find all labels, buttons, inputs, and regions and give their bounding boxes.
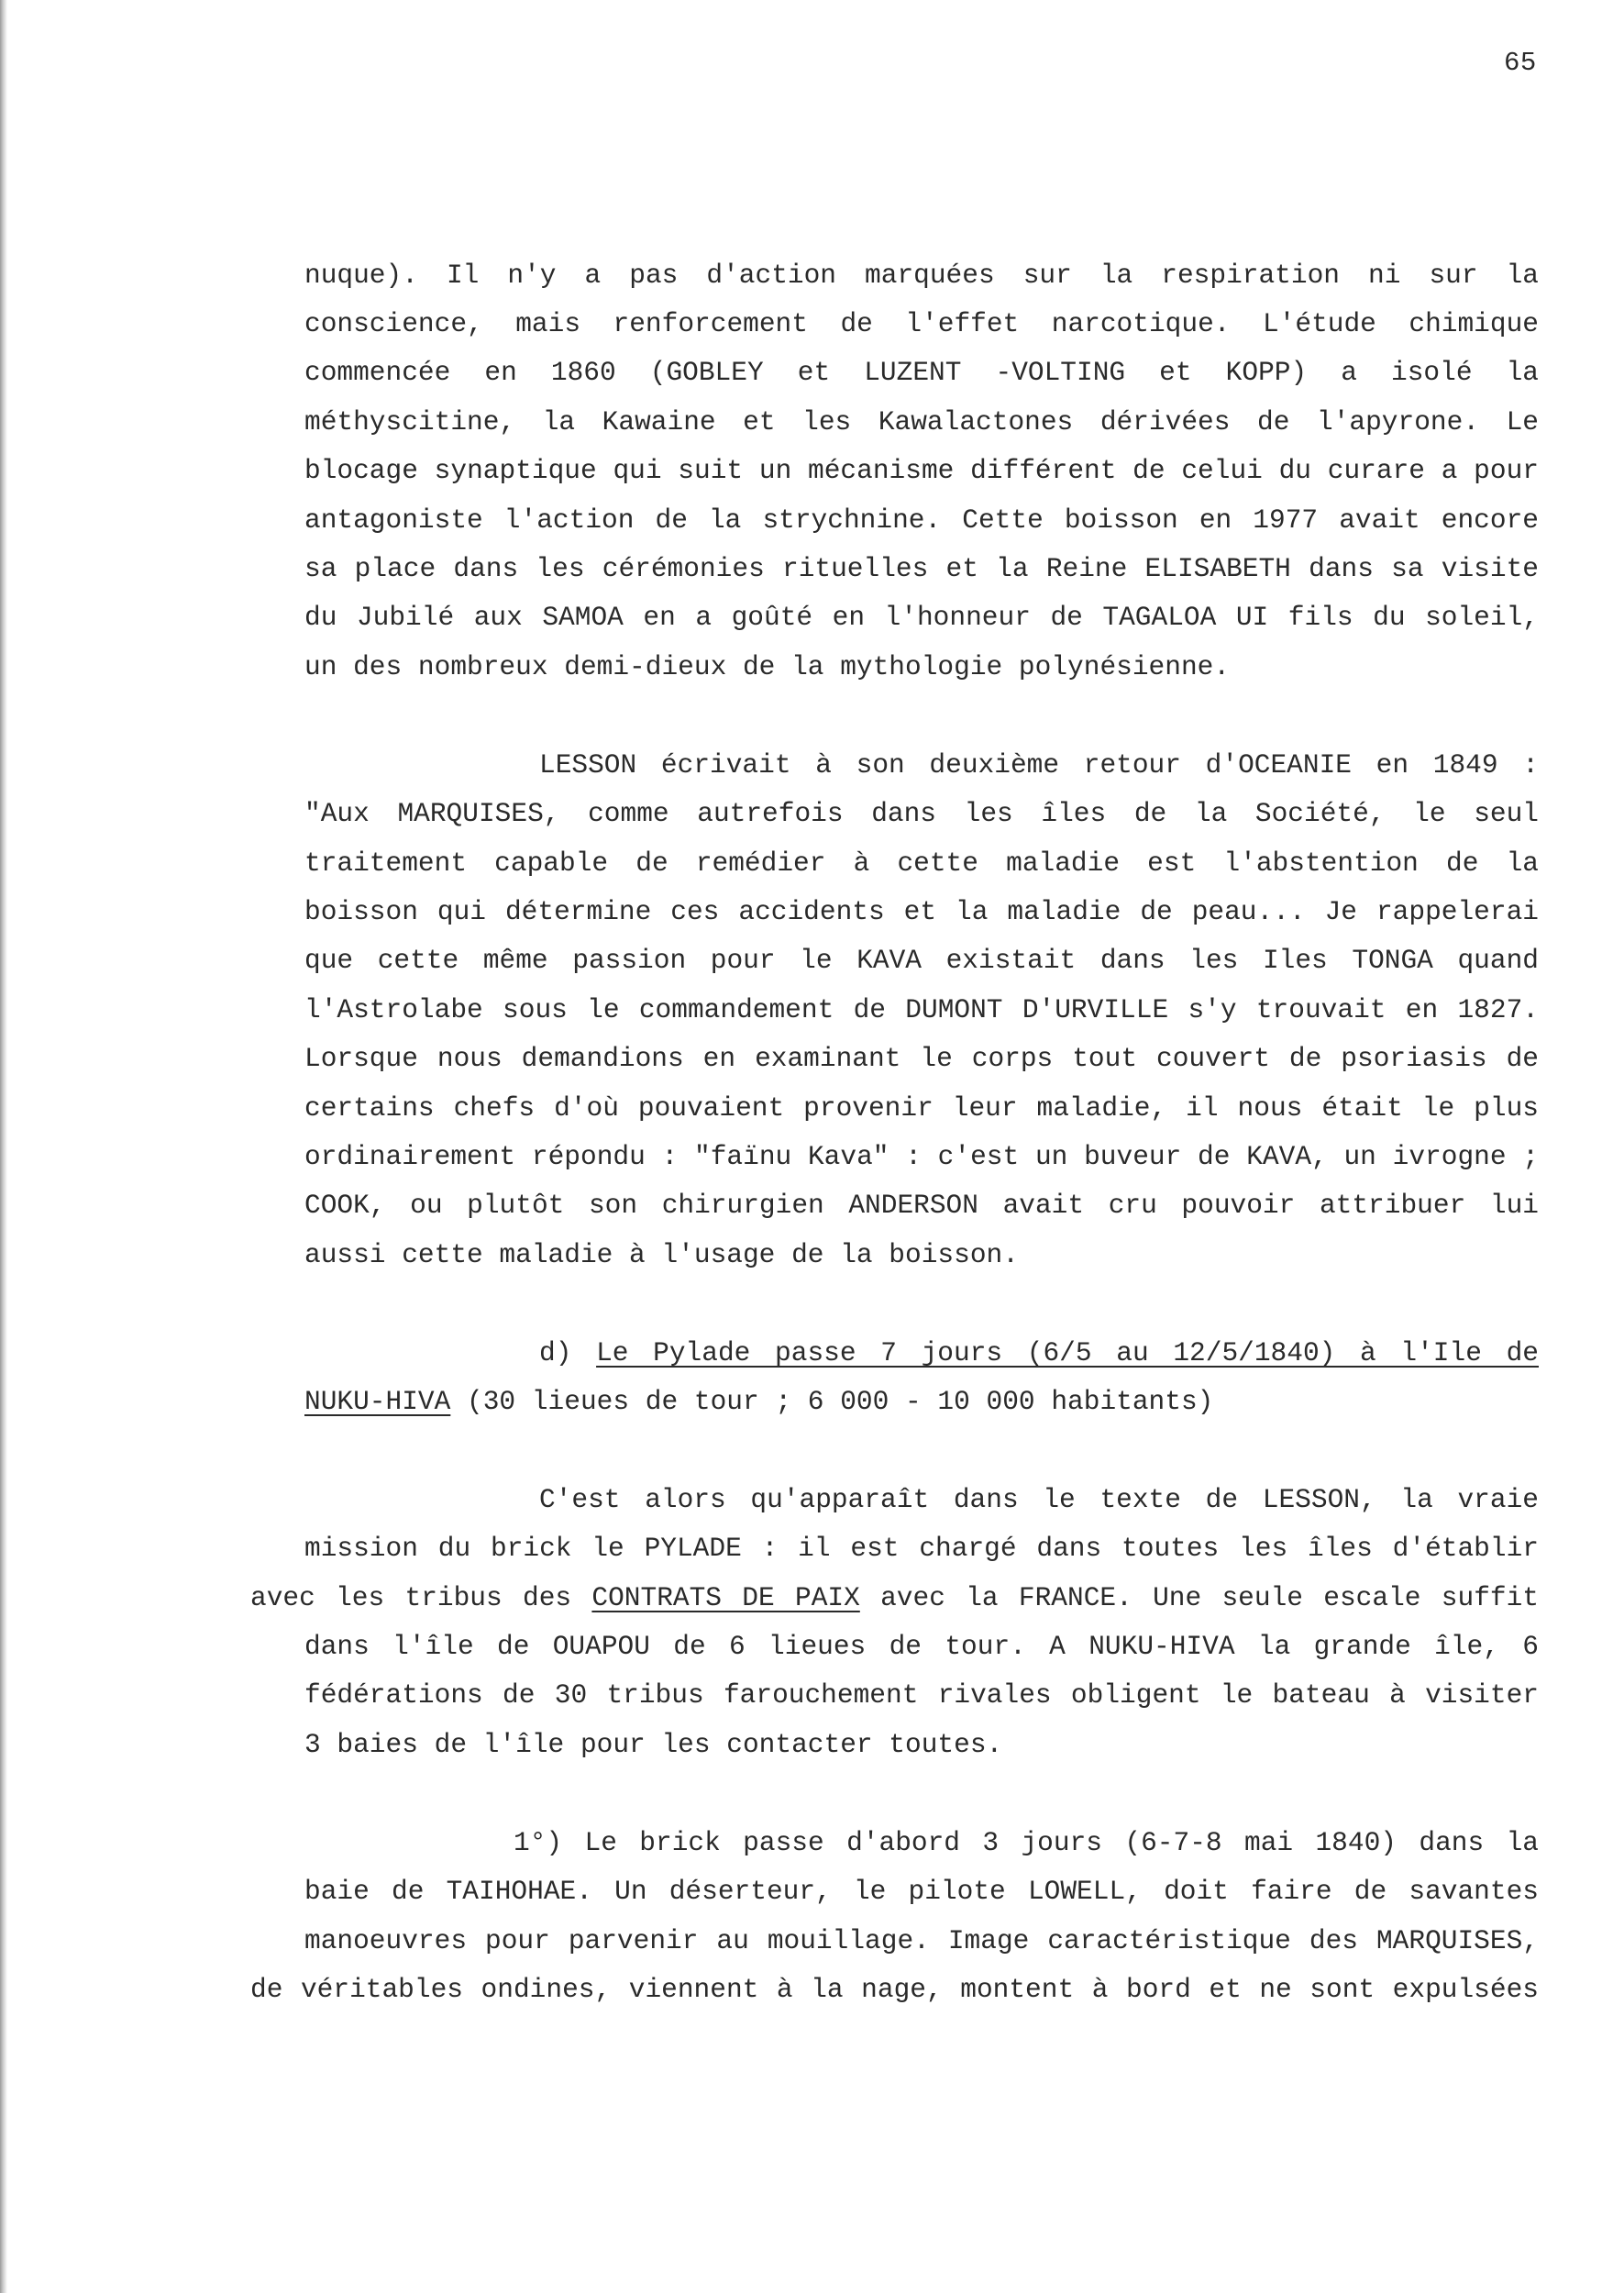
text-line: C'est alors qu'apparaît dans le texte de LESSON, la vraie — [539, 1484, 1539, 1515]
section-place-details: (30 lieues de tour ; 6 000 - 10 000 habitants) — [450, 1386, 1214, 1417]
section-label: d) — [539, 1337, 572, 1368]
text-line: de véritables ondines, viennent à la nage, montent à bord et ne sont expulsées — [250, 1974, 1539, 2005]
text-line: dans l'île de OUAPOU de 6 lieues de tour. A NUKU-HIVA la grande île, 6 — [304, 1631, 1539, 1662]
text-line: manoeuvres pour parvenir au mouillage. Image caractéristique des MARQUISES, — [304, 1925, 1539, 1956]
text-line: LESSON écrivait à son deuxième retour d'OCEANIE en 1849 : — [539, 749, 1539, 781]
text-line: blocage synaptique qui suit un mécanisme différent de celui du curare a pour — [304, 455, 1539, 486]
page-number: 65 — [1504, 48, 1537, 78]
text-line: du Jubilé aux SAMOA en a goûté en l'honneur de TAGALOA UI fils du soleil, — [304, 602, 1539, 633]
contracts-of-peace-underlined: CONTRATS DE PAIX — [591, 1582, 860, 1613]
text-line: Lorsque nous demandions en examinant le corps tout couvert de psoriasis de — [304, 1043, 1539, 1074]
text-line: certains chefs d'où pouvaient provenir leur maladie, il nous était le plus — [304, 1092, 1539, 1124]
text-line: aussi cette maladie à l'usage de la boisson. — [304, 1239, 1019, 1270]
text-line: antagoniste l'action de la strychnine. Cette boisson en 1977 avait encore — [304, 504, 1539, 536]
text-line: traitement capable de remédier à cette maladie est l'abstention de la — [304, 847, 1539, 879]
text-line: sa place dans les cérémonies rituelles et la Reine ELISABETH dans sa visite — [304, 553, 1539, 584]
text-line — [250, 1579, 1539, 1616]
section-heading-line — [304, 1383, 1213, 1420]
text-segment: avec les tribus des — [250, 1582, 592, 1613]
text-line: commencée en 1860 (GOBLEY et LUZENT -VOLTING et KOPP) a isolé la — [304, 357, 1539, 388]
text-line: méthyscitine, la Kawaine et les Kawalactones dérivées de l'apyrone. Le — [304, 406, 1539, 438]
text-line: "Aux MARQUISES, comme autrefois dans les îles de la Société, le seul — [304, 798, 1539, 829]
text-line: nuque). Il n'y a pas d'action marquées sur la respiration ni sur la — [304, 260, 1539, 291]
text-line: 3 baies de l'île pour les contacter toutes. — [304, 1729, 1003, 1760]
text-segment: avec la FRANCE. Une seule escale suffit — [859, 1582, 1539, 1613]
scan-edge-shadow — [0, 0, 7, 2293]
text-line: baie de TAIHOHAE. Un déserteur, le pilote LOWELL, doit faire de savantes — [304, 1876, 1539, 1907]
text-line: fédérations de 30 tribus farouchement rivales obligent le bateau à visiter — [304, 1679, 1539, 1711]
text-line: COOK, ou plutôt son chirurgien ANDERSON avait cru pouvoir attribuer lui — [304, 1190, 1539, 1221]
text-line: un des nombreux demi-dieux de la mythologie polynésienne. — [304, 651, 1231, 682]
text-line: 1°) Le brick passe d'abord 3 jours (6-7-8 mai 1840) dans la — [514, 1827, 1539, 1858]
text-line: boisson qui détermine ces accidents et la maladie de peau... Je rappelerai — [304, 896, 1539, 927]
section-heading-line — [539, 1335, 1539, 1371]
section-place-underlined: NUKU-HIVA — [304, 1386, 451, 1417]
text-line: mission du brick le PYLADE : il est chargé dans toutes les îles d'établir — [304, 1533, 1539, 1564]
section-title-underlined: Le Pylade passe 7 jours (6/5 au 12/5/1840) à l'Ile de — [596, 1337, 1539, 1368]
text-line: que cette même passion pour le KAVA existait dans les Iles TONGA quand — [304, 945, 1539, 976]
text-line: ordinairement répondu : "faïnu Kava" : c'est un buveur de KAVA, un ivrogne ; — [304, 1141, 1539, 1172]
text-line: conscience, mais renforcement de l'effet narcotique. L'étude chimique — [304, 308, 1539, 339]
text-line: l'Astrolabe sous le commandement de DUMONT D'URVILLE s'y trouvait en 1827. — [304, 994, 1539, 1025]
